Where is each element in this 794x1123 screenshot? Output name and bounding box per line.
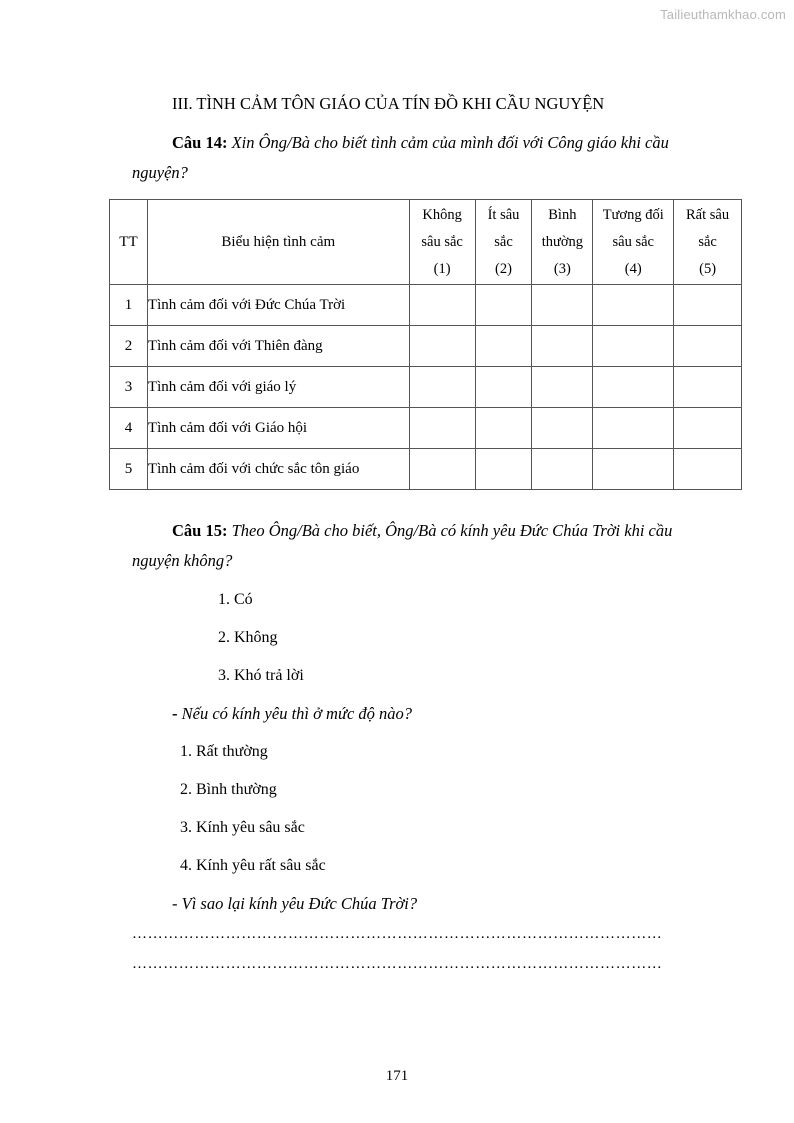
- row-number: 3: [110, 367, 148, 408]
- followup-dash: -: [172, 704, 178, 723]
- watermark: Tailieuthamkhao.com: [660, 7, 786, 22]
- answer-cell[interactable]: [532, 408, 593, 449]
- table-row: [110, 367, 742, 408]
- answer-cell[interactable]: [475, 449, 532, 490]
- answer-cell[interactable]: [532, 449, 593, 490]
- answer-cell[interactable]: [409, 449, 475, 490]
- question-14-line1: [172, 135, 669, 152]
- row-number: 1: [110, 285, 148, 326]
- answer-cell[interactable]: [593, 285, 674, 326]
- answer-cell[interactable]: [409, 367, 475, 408]
- answer-line-2[interactable]: …………………………………………………………………………………………: [132, 956, 663, 972]
- question-15-label: Câu 15:: [172, 521, 228, 540]
- table-row: [110, 408, 742, 449]
- why-question: [172, 896, 417, 913]
- why-text: Vì sao lại kính yêu Đức Chúa Trời?: [181, 894, 418, 913]
- question-14-line2: nguyện?: [132, 163, 188, 182]
- answer-cell[interactable]: [409, 408, 475, 449]
- page-number: 171: [385, 1068, 409, 1084]
- answer-cell[interactable]: [674, 449, 742, 490]
- answer-cell[interactable]: [593, 367, 674, 408]
- row-label: Tình cảm đối với Giáo hội: [147, 408, 409, 449]
- feeling-table: [109, 199, 742, 490]
- question-15-text: Theo Ông/Bà cho biết, Ông/Bà có kính yêu Đức Chúa Trời khi cầu: [231, 521, 673, 540]
- header-bieu-hien: Biểu hiện tình cảm: [147, 200, 409, 285]
- answer-cell[interactable]: [475, 285, 532, 326]
- header-option-2: Ít sâu sắc (2): [475, 200, 532, 285]
- table-row: [110, 285, 742, 326]
- answer-cell[interactable]: [532, 367, 593, 408]
- question-14-label: Câu 14:: [172, 133, 228, 152]
- level-option-3[interactable]: 3. Kính yêu sâu sắc: [180, 819, 305, 836]
- option-co[interactable]: 1. Có: [218, 591, 253, 608]
- answer-cell[interactable]: [674, 285, 742, 326]
- level-option-2[interactable]: 2. Bình thường: [180, 781, 277, 798]
- why-dash: -: [172, 894, 178, 913]
- answer-cell[interactable]: [409, 326, 475, 367]
- answer-cell[interactable]: [674, 326, 742, 367]
- table-row: [110, 326, 742, 367]
- answer-cell[interactable]: [674, 408, 742, 449]
- question-15-line1: [172, 523, 672, 540]
- answer-cell[interactable]: [475, 408, 532, 449]
- question-14-text: Xin Ông/Bà cho biết tình cảm của mình đối với Công giáo khi cầu: [231, 133, 669, 152]
- row-number: 2: [110, 326, 148, 367]
- header-option-5: Rất sâu sắc (5): [674, 200, 742, 285]
- row-label: Tình cảm đối với Thiên đàng: [147, 326, 409, 367]
- answer-line-1[interactable]: …………………………………………………………………………………………: [132, 926, 663, 942]
- row-number: 4: [110, 408, 148, 449]
- followup-question: [172, 706, 412, 723]
- level-option-1[interactable]: 1. Rất thường: [180, 743, 268, 760]
- followup-text: Nếu có kính yêu thì ở mức độ nào?: [181, 704, 413, 723]
- answer-cell[interactable]: [475, 326, 532, 367]
- section-title: III. TÌNH CẢM TÔN GIÁO CỦA TÍN ĐỒ KHI CẦU NGUYỆN: [172, 94, 605, 113]
- answer-cell[interactable]: [409, 285, 475, 326]
- row-number: 5: [110, 449, 148, 490]
- table-header-row: [110, 200, 742, 285]
- option-khong[interactable]: 2. Không: [218, 629, 278, 646]
- option-kho-tra-loi[interactable]: 3. Khó trả lời: [218, 667, 304, 684]
- answer-cell[interactable]: [593, 449, 674, 490]
- header-option-3: Bình thường (3): [532, 200, 593, 285]
- answer-cell[interactable]: [674, 367, 742, 408]
- answer-cell[interactable]: [593, 326, 674, 367]
- answer-cell[interactable]: [593, 408, 674, 449]
- header-tt: TT: [110, 200, 148, 285]
- row-label: Tình cảm đối với Đức Chúa Trời: [147, 285, 409, 326]
- header-option-4: Tương đối sâu sắc (4): [593, 200, 674, 285]
- header-option-1: Không sâu sắc (1): [409, 200, 475, 285]
- row-label: Tình cảm đối với giáo lý: [147, 367, 409, 408]
- answer-cell[interactable]: [532, 285, 593, 326]
- table-row: [110, 449, 742, 490]
- level-option-4[interactable]: 4. Kính yêu rất sâu sắc: [180, 857, 326, 874]
- row-label: Tình cảm đối với chức sắc tôn giáo: [147, 449, 409, 490]
- question-15-line2: nguyện không?: [132, 551, 233, 570]
- answer-cell[interactable]: [532, 326, 593, 367]
- answer-cell[interactable]: [475, 367, 532, 408]
